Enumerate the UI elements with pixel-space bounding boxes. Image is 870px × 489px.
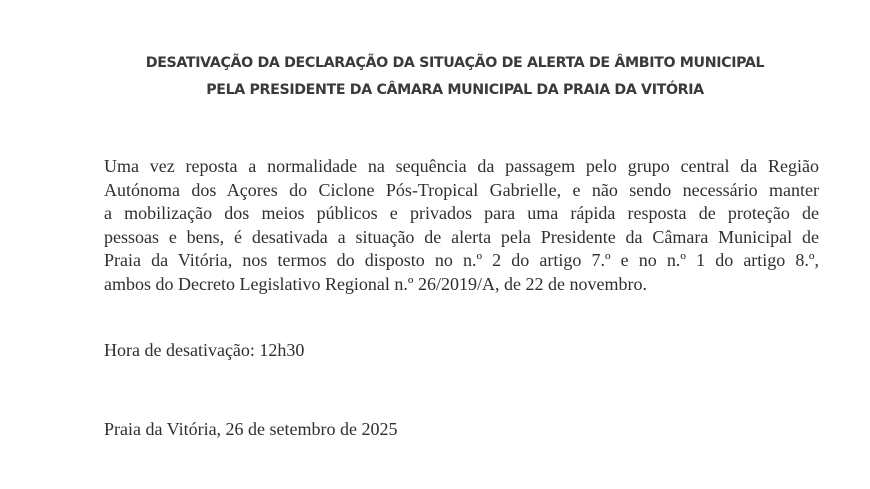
body-line-2: Autónoma dos Açores do Ciclone Pós-Tropical Gabrielle, e não sendo necessário manter — [104, 179, 819, 200]
body-line-3: a mobilização dos meios públicos e privados para uma rápida resposta de proteção de — [104, 203, 819, 223]
document-title — [0, 50, 870, 104]
place-and-date: Praia da Vitória, 26 de setembro de 2025 — [104, 419, 398, 439]
body-line-1: Uma vez reposta a normalidade na sequência da passagem pelo grupo central da Região — [104, 156, 819, 176]
deactivation-time: Hora de desativação: 12h30 — [104, 340, 305, 360]
body-line-5: Praia da Vitória, nos termos do disposto no n.º 2 do artigo 7.º e no n.º 1 do artigo 8.º, — [104, 250, 819, 270]
title-line-2: PELA PRESIDENTE DA CÂMARA MUNICIPAL DA PRAIA DA VITÓRIA — [206, 82, 704, 98]
body-paragraph — [104, 155, 819, 296]
title-line-1: DESATIVAÇÃO DA DECLARAÇÃO DA SITUAÇÃO DE ALERTA DE ÂMBITO MUNICIPAL — [145, 55, 765, 71]
body-line-4: pessoas e bens, é desativada a situação de alerta pela Presidente da Câmara Municipal de — [104, 226, 819, 247]
body-line-6: ambos do Decreto Legislativo Regional n.º 26/2019/A, de 22 de novembro. — [104, 273, 647, 294]
